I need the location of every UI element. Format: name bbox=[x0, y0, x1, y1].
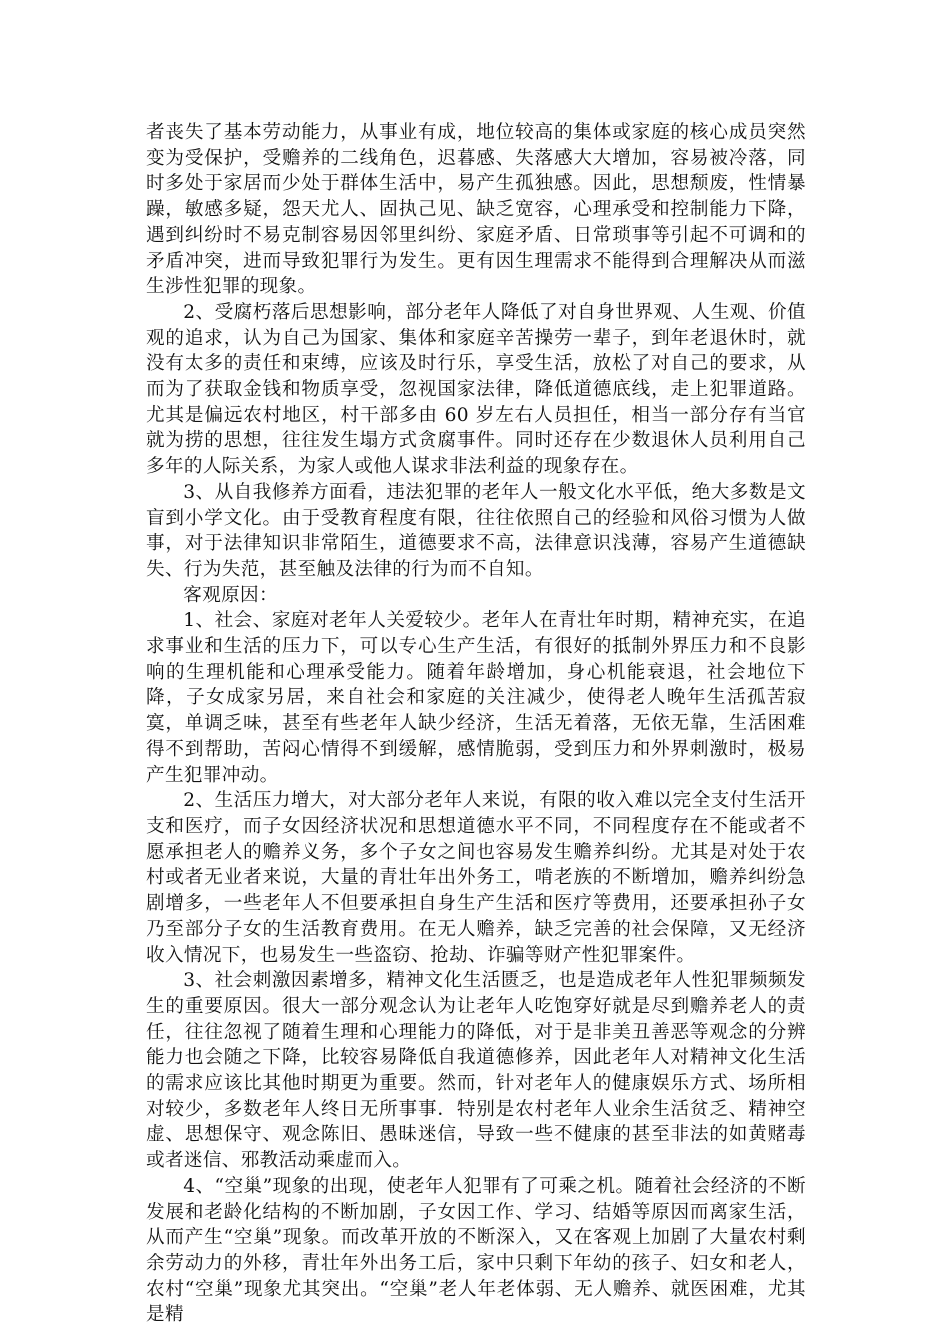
paragraph-objective-2: 2、生活压力增大，对大部分老年人来说，有限的收入难以完全支付生活开支和医疗，而子女因经济状况和思想道德水平不同，不同程度存在不能或者不愿承担老人的赡养义务，多个子女之间也容易发生赡养纠纷。尤其是对处于农村或者无业者来说，大量的青壮年出外务工，啃老族的不断增加，赡养纠纷急剧增多，一些老年人不但要承担自身生产生活和医疗等费用，还要承担孙子女乃至部分子女的生活教育费用。在无人赡养，缺乏完善的社会保障，又无经济收入情况下，也易发生一些盗窃、抢劫、诈骗等财产性犯罪案件。 bbox=[146, 790, 806, 966]
paragraph-objective-4: 4、“空巢”现象的出现，使老年人犯罪有了可乘之机。随着社会经济的不断发展和老龄化结构的不断加剧，子女因工作、学习、结婚等原因而离家生活，从而产生“空巢”现象。而改革开放的不断深入，又在客观上加剧了大量农村剩余劳动力的外移，青壮年外出务工后，家中只剩下年幼的孩子、妇女和老人，农村“空巢”现象尤其突出。“空巢”老人年老体弱、无人赡养、就医困难，尤其是精 bbox=[146, 1175, 806, 1326]
paragraph-continuation: 者丧失了基本劳动能力，从事业有成，地位较高的集体或家庭的核心成员突然变为受保护，受赡养的二线角色，迟暮感、失落感大大增加，容易被冷落，同时多处于家居而少处于群体生活中，易产生孤独感。因此，思想颓废，性情暴躁，敏感多疑，怨天尤人、固执己见、缺乏宽容，心理承受和控制能力下降，遇到纠纷时不易克制容易因邻里纠纷、家庭矛盾、日常琐事等引起不可调和的矛盾冲突，进而导致犯罪行为发生。更有因生理需求不能得到合理解决从而滋生涉性犯罪的现象。 bbox=[146, 122, 806, 298]
paragraph-objective-1: 1、社会、家庭对老年人关爱较少。老年人在青壮年时期，精神充实，在追求事业和生活的压力下，可以专心生产生活，有很好的抵制外界压力和不良影响的生理机能和心理承受能力。随着年龄增加，身心机能衰退，社会地位下降，子女成家另居，来自社会和家庭的关注减少，使得老人晚年生活孤苦寂寞，单调乏味，甚至有些老年人缺少经济，生活无着落，无依无靠，生活困难得不到帮助，苦闷心情得不到缓解，感情脆弱，受到压力和外界刺激时，极易产生犯罪冲动。 bbox=[146, 610, 806, 786]
paragraph-objective-3: 3、社会刺激因素增多，精神文化生活匮乏，也是造成老年人性犯罪频频发生的重要原因。很大一部分观念认为让老年人吃饱穿好就是尽到赡养老人的责任，往往忽视了随着生理和心理能力的降低，对于是非美丑善恶等观念的分辨能力也会随之下降，比较容易降低自我道德修养，因此老年人对精神文化生活的需求应该比其他时期更为重要。然而，针对老年人的健康娱乐方式、场所相对较少，多数老年人终日无所事事．特别是农村老年人业余生活贫乏、精神空虚、思想保守、观念陈旧、愚昧迷信，导致一些不健康的甚至非法的如黄赌毒或者迷信、邪教活动乘虚而入。 bbox=[146, 970, 806, 1172]
paragraph-reason-2: 2、受腐朽落后思想影响，部分老年人降低了对自身世界观、人生观、价值观的追求，认为自己为国家、集体和家庭辛苦操劳一辈子，到年老退休时，就没有太多的责任和束缚，应该及时行乐，享受生活，放松了对自己的要求，从而为了获取金钱和物质享受，忽视国家法律，降低道德底线，走上犯罪道路。尤其是偏远农村地区，村干部多由 60 岁左右人员担任，相当一部分存有当官就为捞的思想，往往发生塌方式贪腐事件。同时还存在少数退休人员利用自己多年的人际关系，为家人或他人谋求非法利益的现象存在。 bbox=[146, 301, 806, 478]
document-body bbox=[146, 120, 806, 1328]
section-heading-objective-reasons: 客观原因： bbox=[183, 584, 278, 606]
paragraph-reason-3: 3、从自我修养方面看，违法犯罪的老年人一般文化水平低，绝大多数是文盲到小学文化。由于受教育程度有限，往往依照自己的经验和风俗习惯为人做事，对于法律知识非常陌生，道德要求不高，法律意识浅薄，容易产生道德缺失、行为失范，甚至触及法律的行为而不自知。 bbox=[146, 481, 806, 580]
